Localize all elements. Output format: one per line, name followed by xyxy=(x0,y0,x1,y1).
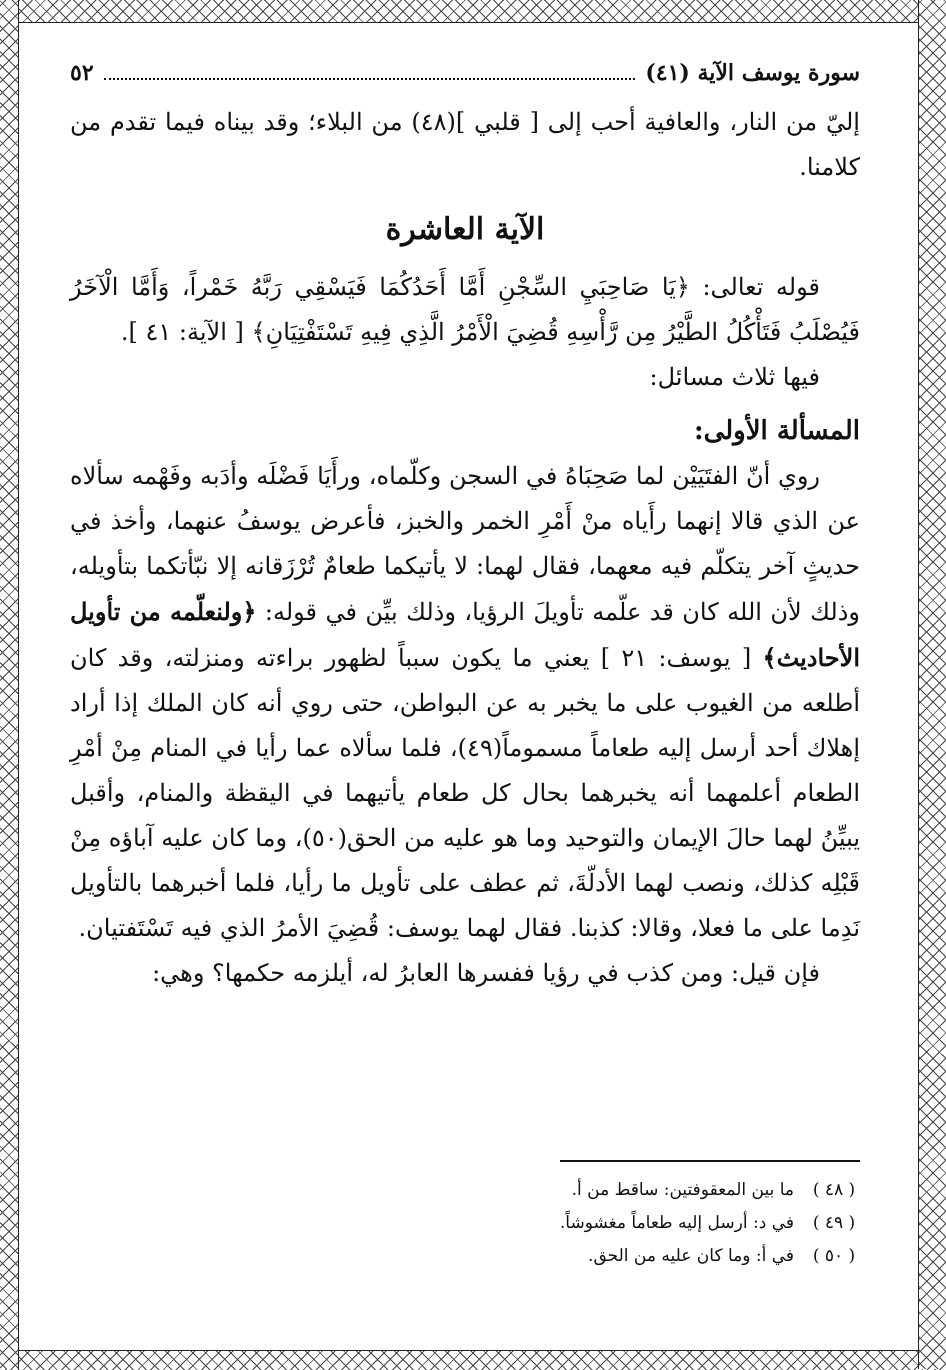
running-header xyxy=(70,60,860,100)
header-title: سورة يوسف الآية (٤١) xyxy=(645,60,860,86)
header-dot-leader xyxy=(104,64,636,80)
page-content xyxy=(70,60,860,996)
first-issue-text-part2: [ يوسف: ٢١ ] يعني ما يكون سبباً لظهور براءته ومنزلته، وقد كان أطلعه من الغيوب على ما يخبر به عن البواطن، حتى روي أنه كان الملك إذا أراد إهلاك أحد أرسل إليه طعاماً مسموماً(٤٩)، فلما سألاه عما رأيا في المنام مِنْ أمْرِ الطعام أعلمهما أنه يخبرهما بحال كل طعام يأتيهما في اليقظة والمنام، وأقبل يبيِّنُ لهما حالَ الإيمان والتوحيد وما هو عليه من الحق(٥٠)، وما كان عليه آباؤه مِنْ قَبْلِه كذلك، ونصب لهما الأدلّةَ، ثم عطف على تأويل ما رأيا، فلما أخبرهما بالتأويل نَدِما على ما فعلا، وقالا: كذبنا. فقال لهما يوسف: قُضِيَ الأمرُ الذي فيه تَسْتَفتيان. xyxy=(70,644,861,942)
footnote-number: ( ٤٩ ) xyxy=(812,1213,856,1233)
continuation-paragraph: إليّ من النار، والعافية أحب إلى [ قلبي ](٤٨) من البلاء؛ وقد بيناه فيما تقدم من كلامنا. xyxy=(70,108,860,181)
footnote-number: ( ٤٨ ) xyxy=(812,1180,856,1200)
footnote-rule xyxy=(560,1160,860,1162)
footnote-text: في د: أرسل إليه طعاماً مغشوشاً. xyxy=(559,1213,794,1233)
footnote xyxy=(70,1174,860,1207)
footnote-text: في أ: وما كان عليه من الحق. xyxy=(588,1246,794,1266)
border-left xyxy=(0,0,19,1369)
first-issue-text-part1: روي أنّ الفتَيَيْن لما صَحِبَاهُ في السجن وكلّماه، ورأَيَا فَضْلَه وأدَبه وفَهْمه سألاه عن الذي قالا إنهما رأَياه منْ أَمْرِ الخمر والخبز، فأعرض يوسفُ عنهما، وأخذ في حديثٍ آخر يتكلّم فيه معهما، فقال لهما: لا يأتيكما طعامٌ تُرْزَقانه إلا نبّأتكما بتأويله، وذلك لأن الله كان قد علّمه تأويلَ الرؤيا، وذلك بيِّن في قوله: xyxy=(70,462,860,626)
page-number: ٥٢ xyxy=(70,60,94,86)
footnote xyxy=(70,1207,860,1240)
quran-quote-bold: ﴿ولنعلّمه من تأويل الأحاديث﴾ xyxy=(70,597,860,672)
border-right xyxy=(918,0,946,1369)
footnote-number: ( ٥٠ ) xyxy=(812,1246,856,1266)
verse-paragraph xyxy=(70,265,860,355)
verse-reference: [ الآية: ٤١ ]. xyxy=(120,318,244,346)
first-issue-paragraph xyxy=(70,454,860,951)
verse-intro: قوله تعالى: xyxy=(702,273,820,301)
footnotes xyxy=(70,1160,860,1273)
issues-intro: فيها ثلاث مسائل: xyxy=(649,363,820,391)
first-issue-heading: المسألة الأولى: xyxy=(693,416,860,446)
footnote xyxy=(70,1240,860,1273)
quran-verse: ﴿يَا صَاحِبَيِ السِّجْنِ أَمَّا أَحَدُكُمَا فَيَسْقِي رَبَّهُ خَمْراً، وَأَمَّا الْآخَرُ فَيُصْلَبُ فَتَأْكُلُ الطَّيْرُ مِن رَّأْسِهِ قُضِيَ الْأَمْرُ الَّذِي فِيهِ تَسْتَفْتِيَانِ﴾ xyxy=(70,273,860,346)
question-paragraph: فإن قيل: ومن كذب في رؤيا ففسرها العابرُ له، أيلزمه حكمها؟ وهي: xyxy=(152,959,820,987)
border-top xyxy=(0,0,946,23)
section-title: الآية العاشرة xyxy=(385,212,545,247)
border-bottom xyxy=(0,1350,946,1370)
footnote-text: ما بين المعقوفتين: ساقط من أ. xyxy=(571,1180,794,1200)
